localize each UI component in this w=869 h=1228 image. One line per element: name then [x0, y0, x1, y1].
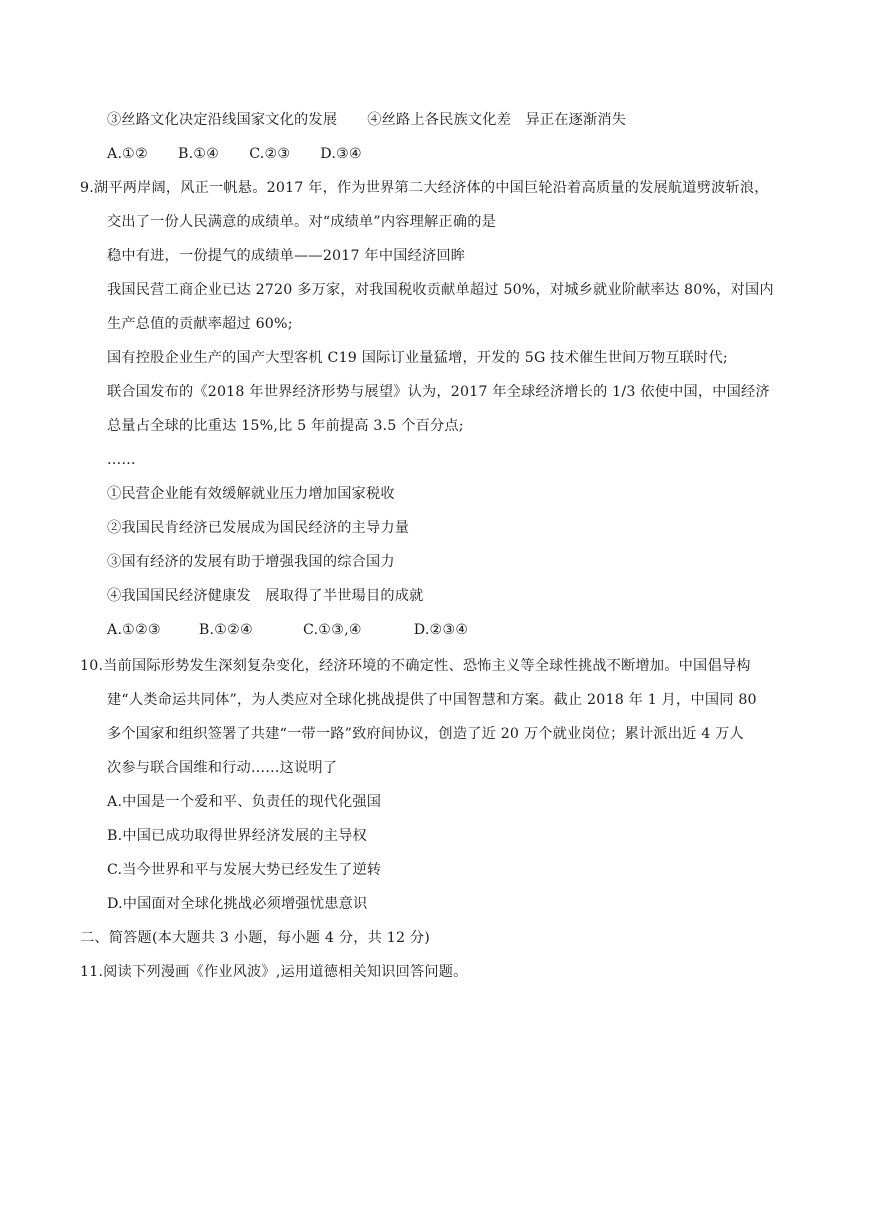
q8-choice-a: A.①②: [107, 146, 148, 162]
q8-option-4: ④丝路上各民族文化差 异正在逐渐消失: [367, 112, 627, 128]
q9-statement-2: ②我国民肯经济已发展成为国民经济的主导力量: [107, 520, 410, 536]
q9-statement-3: ③国有经济的发展有助于增强我国的综合国力: [107, 554, 395, 570]
q9-material-title: 稳中有进，一份提气的成绩单——2017 年中国经济回眸: [107, 248, 466, 264]
q10-stem-line-2: 建“人类命运共同体”，为人类应对全球化挑战提供了中国智慧和方案。截止 2018 年 1 月，中国同 80: [107, 692, 757, 708]
q8-choice-b: B.①④: [178, 146, 220, 162]
q9-material-line: 总量占全球的比重达 15%,比 5 年前提高 3.5 个百分点;: [107, 418, 464, 434]
q10-stem-line-4: 次参与联合国维和行动……这说明了: [107, 760, 338, 776]
q10-option-b: B.中国已成功取得世界经济发展的主导权: [107, 828, 367, 844]
q9-choice-d: D.②③④: [413, 622, 469, 638]
q9-choices-line: [107, 620, 468, 640]
q10-option-a: A.中国是一个爱和平、负责任的现代化强国: [107, 794, 382, 810]
q11-stem: 11.阅读下列漫画《作业风波》,运用道德相关知识回答问题。: [80, 964, 468, 980]
q9-stem-line-1: 9.湖平两岸阔，风正一帆悬。2017 年，作为世界第二大经济体的中国巨轮沿着高质量的发展航道劈波斩浪，: [80, 180, 769, 196]
q8-options-line: [107, 110, 626, 130]
q9-statement-4: ④我国国民经济健康发 展取得了半世瑒目的成就: [107, 588, 424, 604]
q10-option-c: C.当今世界和平与发展大势已经发生了逆转: [107, 862, 382, 878]
q8-option-3: ③丝路文化决定沿线国家文化的发展: [107, 112, 338, 128]
q10-stem-line-3: 多个国家和组织签署了共建“一带一路”致府间协议，创造了近 20 万个就业岗位；累计派出近 4 万人: [107, 726, 744, 742]
q8-choice-d: D.③④: [320, 146, 362, 162]
q9-statement-1: ①民营企业能有效缓解就业压力增加国家税收: [107, 486, 395, 502]
q9-material-line: 生产总值的贡献率超过 60%;: [107, 316, 293, 332]
q9-material-line: 国有控股企业生产的国产大型客机 C19 国际订业量猛增，开发的 5G 技术催生世间万物互联时代;: [107, 350, 728, 366]
q8-choice-c: C.②③: [249, 146, 291, 162]
q9-material-ellipsis: ……: [107, 452, 136, 468]
q9-material-line: 联合国发布的《2018 年世界经济形势与展望》认为，2017 年全球经济增长的 1/3 依使中国，中国经济: [107, 384, 770, 400]
q8-choices-line: [107, 144, 362, 164]
q9-choice-c: C.①③,④: [303, 622, 362, 638]
q9-choice-a: A.①②③: [107, 622, 161, 638]
q10-option-d: D.中国面对全球化挑战必须增强忧患意识: [107, 896, 368, 912]
section-2-heading: 二、简答题(本大题共 3 小题，每小题 4 分，共 12 分): [80, 930, 430, 946]
q9-choice-b: B.①②④: [198, 622, 254, 638]
q9-material-line: 我国民营工商企业已达 2720 多万家，对我国税收贡献单超过 50%，对城乡就业阶献率达 80%，对国内: [107, 282, 774, 298]
q10-stem-line-1: 10.当前国际形势发生深刻复杂变化，经济环境的不确定性、恐怖主义等全球性挑战不断增加。中国倡导构: [80, 658, 751, 674]
q9-stem-line-2: 交出了一份人民满意的成绩单。对“成绩单”内容理解正确的是: [107, 214, 496, 230]
